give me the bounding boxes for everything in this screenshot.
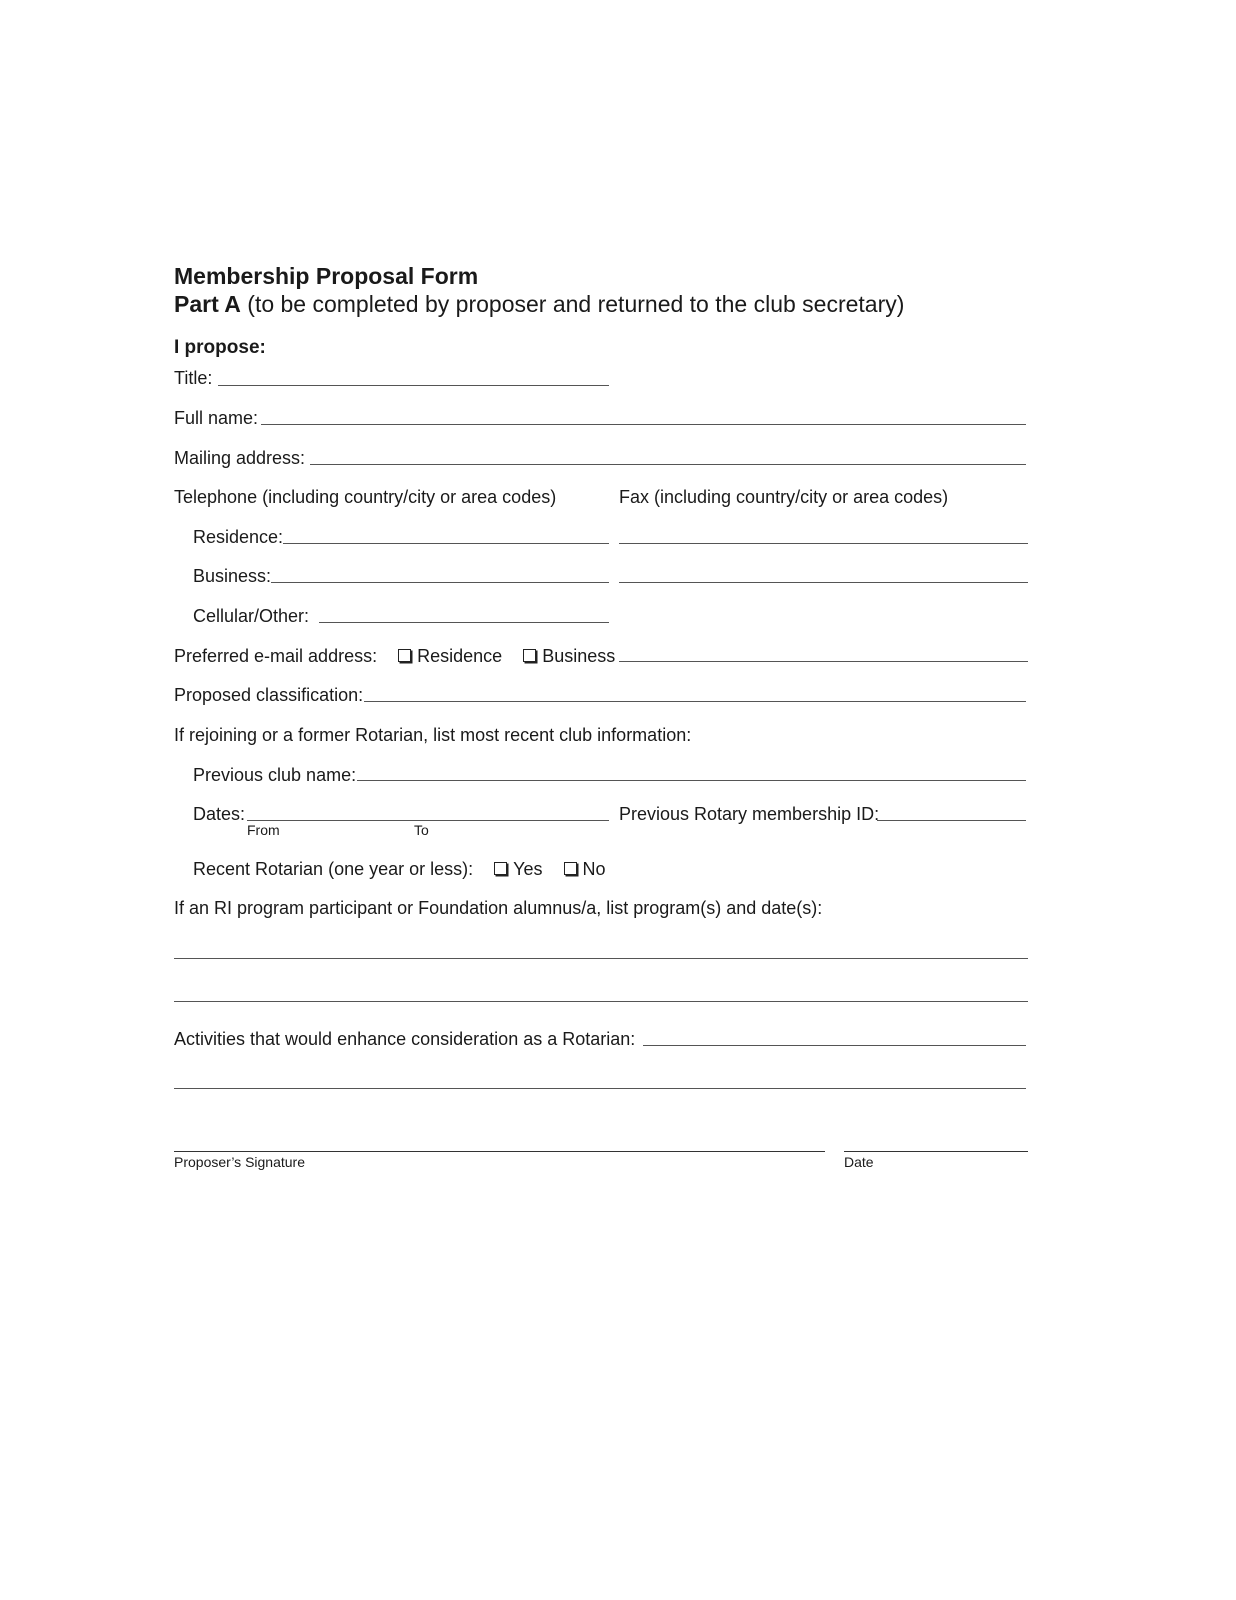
- ri-program-label: If an RI program participant or Foundation alumnus/a, list program(s) and date(s):: [174, 898, 823, 918]
- email-residence-checkbox[interactable]: [398, 646, 502, 667]
- previous-club-label: Previous club name:: [193, 765, 357, 785]
- title-input-line[interactable]: [218, 385, 609, 386]
- recent-no-checkbox[interactable]: [564, 859, 606, 880]
- residence-phone-line[interactable]: [283, 543, 609, 544]
- checkbox-icon: [523, 649, 536, 662]
- full-name-input-line[interactable]: [261, 424, 1026, 425]
- membership-id-label: Previous Rotary membership ID:: [619, 804, 880, 824]
- business-fax-line[interactable]: [619, 582, 1028, 583]
- activities-label: Activities that would enhance consideration as a Rotarian:: [174, 1029, 636, 1049]
- activities-input-line-1[interactable]: [643, 1045, 1026, 1046]
- business-phone-line[interactable]: [271, 582, 609, 583]
- recent-rotarian-label: Recent Rotarian (one year or less):: [193, 859, 474, 879]
- part-description: (to be completed by proposer and returned to the club secretary): [247, 291, 905, 317]
- preferred-email-row: [174, 646, 615, 667]
- date-caption: Date: [844, 1154, 874, 1170]
- dates-to-caption: To: [414, 822, 429, 838]
- part-label: Part A: [174, 291, 241, 317]
- email-business-label: Business: [542, 646, 616, 666]
- checkbox-icon: [564, 862, 577, 875]
- proposer-signature-caption: Proposer’s Signature: [174, 1154, 306, 1170]
- business-label: Business:: [193, 566, 272, 586]
- cellular-phone-line[interactable]: [319, 622, 609, 623]
- dates-from-caption: From: [247, 822, 280, 838]
- full-name-label: Full name:: [174, 408, 259, 428]
- residence-fax-line[interactable]: [619, 543, 1028, 544]
- part-a-heading: [174, 291, 904, 318]
- email-residence-label: Residence: [417, 646, 503, 666]
- activities-input-line-2[interactable]: [174, 1088, 1026, 1089]
- previous-club-input-line[interactable]: [357, 780, 1026, 781]
- telephone-header: Telephone (including country/city or area codes): [174, 487, 557, 507]
- preferred-email-label: Preferred e-mail address:: [174, 646, 378, 666]
- cellular-label: Cellular/Other:: [193, 606, 310, 626]
- title-label: Title:: [174, 368, 213, 388]
- proposed-classification-input-line[interactable]: [364, 701, 1026, 702]
- membership-id-input-line[interactable]: [877, 820, 1026, 821]
- checkbox-icon: [398, 649, 411, 662]
- recent-no-label: No: [582, 859, 606, 879]
- section-i-propose: I propose:: [174, 337, 266, 358]
- proposer-signature-line[interactable]: [174, 1151, 825, 1152]
- mailing-address-input-line[interactable]: [310, 464, 1026, 465]
- dates-label: Dates:: [193, 804, 246, 824]
- recent-yes-checkbox[interactable]: [494, 859, 542, 880]
- checkbox-icon: [494, 862, 507, 875]
- preferred-email-input-line[interactable]: [619, 661, 1028, 662]
- fax-header: Fax (including country/city or area codes): [619, 487, 949, 507]
- mailing-address-label: Mailing address:: [174, 448, 306, 468]
- rejoining-label: If rejoining or a former Rotarian, list most recent club information:: [174, 725, 692, 745]
- ri-program-input-line-1[interactable]: [174, 958, 1028, 959]
- residence-label: Residence:: [193, 527, 284, 547]
- form-title: Membership Proposal Form: [174, 263, 479, 289]
- recent-rotarian-row: [193, 859, 606, 880]
- recent-yes-label: Yes: [513, 859, 543, 879]
- ri-program-input-line-2[interactable]: [174, 1001, 1028, 1002]
- proposed-classification-label: Proposed classification:: [174, 685, 364, 705]
- dates-input-line[interactable]: [247, 820, 609, 821]
- email-business-checkbox[interactable]: [523, 646, 615, 667]
- signature-date-line[interactable]: [844, 1151, 1028, 1152]
